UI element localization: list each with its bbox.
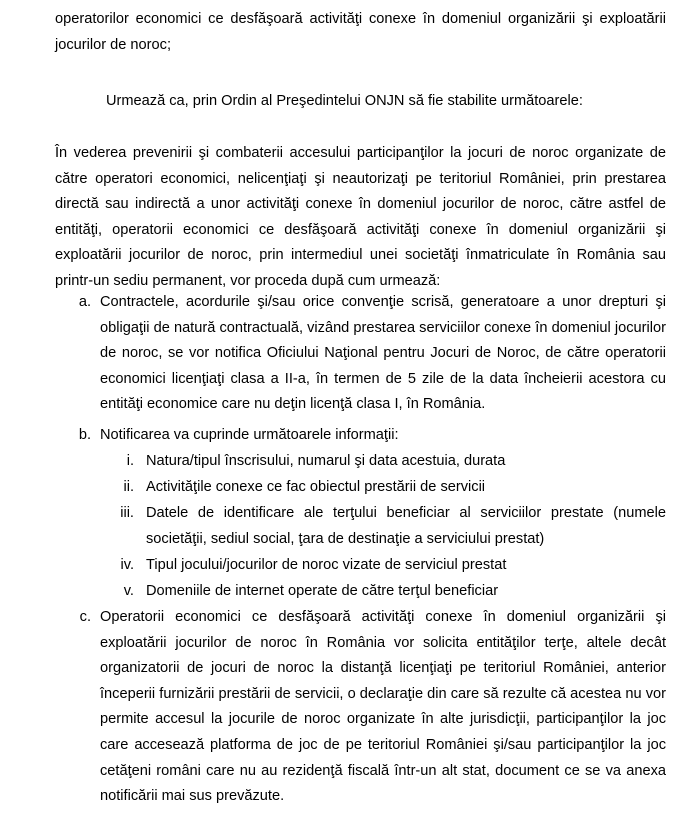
list-marker: a. [78,294,91,310]
order-statement: Urmează ca, prin Ordin al Preşedintelui ONJN să fie stabilite următoarele: [106,93,583,109]
sublist-marker: iv. [120,557,134,573]
list-item-text: Contractele, acordurile şi/sau orice convenţie scrisă, generatoare a unor drepturi şi obligaţii de natură contractuală, vizând prestarea serviciilor conexe în domeniul jocurilor de noroc, se vor notifica Oficiului Naţional pentru Jocuri de Noroc, de către operatorii economici licenţiaţi clasa a II-a, în termen de 5 zile de la data încheierii acestora cu entităţi economice care nu deţin licenţă clasa I, în România. [100,294,666,413]
sublist-marker: ii. [123,479,134,495]
intro-paragraph: În vederea prevenirii şi combaterii accesului participanţilor la jocuri de noroc organizate de către operatori economici, nelicenţiaţi şi neautorizaţi pe teritoriul României, prin prestarea directă sau indirectă a unor activităţi conexe în domeniul jocurilor de noroc, către astfel de entităţi, operatorii economici ce desfăşoară activităţi conexe în domeniul organizării şi exploatării jocurilor de noroc, prin intermediul unei societăţi înmatriculate în România sau printr-un sediu permanent, vor proceda după cum urmează: [55,145,666,289]
sublist-item-text: Datele de identificare ale terţului beneficiar al serviciilor prestate (numele societăţii, sediul social, ţara de destinaţie a serviciului prestat) [146,505,666,547]
list-item-text: Notificarea va cuprinde următoarele informaţii: [100,427,399,443]
sublist-item-text: Domeniile de internet operate de către terţul beneficiar [146,583,499,599]
sublist-marker: v. [123,583,134,599]
sublist-item-text: Tipul jocului/jocurilor de noroc vizate de serviciul prestat [146,557,507,573]
list-marker: b. [78,427,91,443]
list-marker: c. [79,609,91,625]
sublist-marker: i. [126,453,134,469]
sublist-item-text: Natura/tipul înscrisului, numarul şi data acestuia, durata [146,453,506,469]
top-paragraph-fragment: operatorilor economici ce desfăşoară activităţi conexe în domeniul organizării şi exploatării jocurilor de noroc; [55,11,666,53]
sublist-item-text: Activităţile conexe ce fac obiectul prestării de servicii [146,479,486,495]
list-item-text: Operatorii economici ce desfăşoară activităţi conexe în domeniul organizării şi exploatării jocurilor de noroc în România vor solicita entităţilor terţe, altele decât organizatorii de jocuri de noroc la distanţă licenţiaţi pe teritoriul României, anterior începerii furnizării prestării de servicii, o declaraţie din care să rezulte că acestea nu vor permite accesul la jocurile de noroc organizate în alte jurisdicţii, participanţilor la joc care accesează platforma de joc de pe teritoriul României şi/sau participanţilor la joc cetăţeni români care nu au rezidenţă fiscală într-un alt stat, document ce se va anexa notificării mai sus prevăzute. [100,609,666,805]
sublist-marker: iii. [120,505,134,521]
